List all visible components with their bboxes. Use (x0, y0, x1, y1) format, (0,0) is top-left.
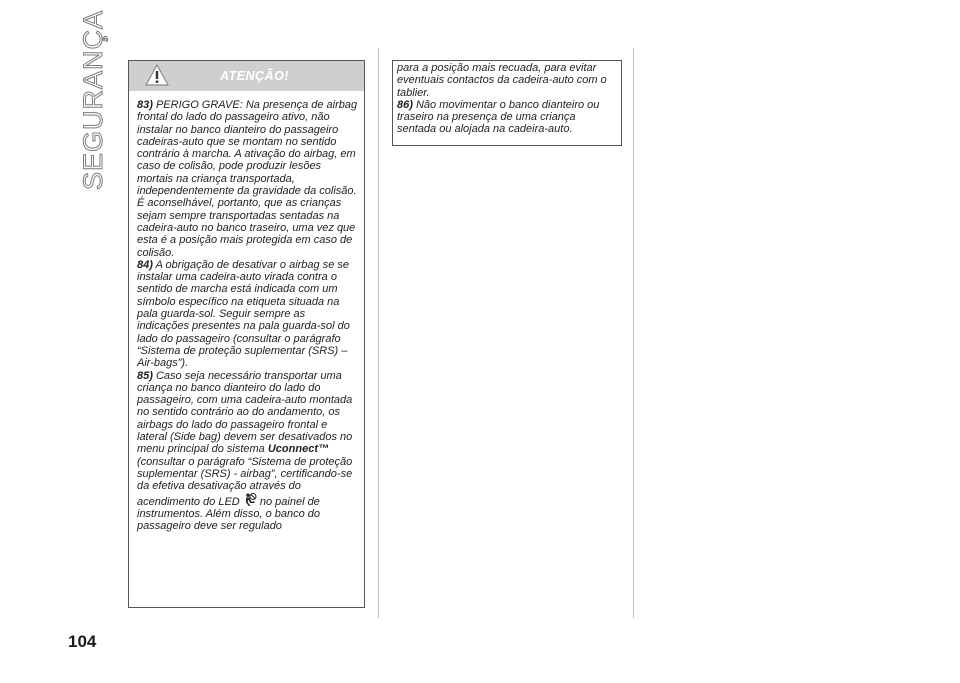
warning-body (129, 91, 364, 532)
warning-box (128, 60, 365, 608)
column-divider-right (633, 48, 634, 618)
warning-header (129, 61, 364, 91)
item-number: 84) (137, 258, 153, 271)
airbag-off-led-icon (243, 493, 257, 507)
item-text: no painel de instrumentos. Além disso, o banco do passageiro deve ser regulado (137, 495, 321, 533)
item-number: 83) (137, 99, 153, 111)
column-divider-left (378, 48, 379, 618)
item-text: A obrigação de desativar o airbag se se instalar uma cadeira-auto virada contra o sentido de marcha está indicada com um símbolo específico na etiqueta situada na pala guarda-sol. Seguir sempre as indicações presentes na pala guarda-sol do lado do passageiro (consultar o parágrafo “Sistema de proteção suplementar (SRS) – Air-bags”). (137, 258, 350, 370)
warning-triangle-icon (145, 64, 169, 86)
item-number: 85) (137, 369, 153, 382)
warning-item-85 (137, 370, 359, 533)
warning-item-86 (397, 99, 616, 136)
item-text: Não movimentar o banco dianteiro ou traseiro na presença de uma criança sentada ou alojada na cadeira-auto. (397, 98, 600, 136)
page-number: 104 (68, 632, 97, 651)
warning-item-83 (137, 99, 359, 259)
continuation-box (392, 60, 622, 146)
continuation-text: para a posição mais recuada, para evitar eventuais contactos da cadeira-auto com o tablier. (397, 62, 607, 99)
section-title: SEGURANÇA (78, 9, 108, 190)
item-text: (consultar o parágrafo “Sistema de proteção suplementar (SRS) - airbag”, certificando-se da efetiva desativação através do acendimento do LED (137, 455, 353, 508)
warning-heading: ATENÇÃO! (219, 69, 290, 83)
item-text: Caso seja necessário transportar uma criança no banco dianteiro do lado do passageiro, com uma cadeira-auto montada no sentido contrário ao do andamento, os airbags do lado do passageiro frontal e lateral (Side bag) devem ser desativados no menu principal do sistema (137, 369, 353, 456)
uconnect-term: Uconnect™ (267, 443, 329, 456)
item-text: PERIGO GRAVE: Na presença de airbag frontal do lado do passageiro ativo, não instalar no banco dianteiro do passageiro cadeiras-auto que se montam no sentido contrário à marcha. A ativação do airbag, em caso de colisão, pode produzir lesões mortais na criança transportada, independentemente da gravidade da colisão. É aconselhável, portanto, que as crianças sejam sempre transportadas sentadas na cadeira-auto no banco traseiro, uma vez que esta é a posição mais protegida em caso de colisão. (137, 99, 358, 259)
item-number: 86) (397, 98, 413, 111)
warning-item-84 (137, 259, 359, 370)
